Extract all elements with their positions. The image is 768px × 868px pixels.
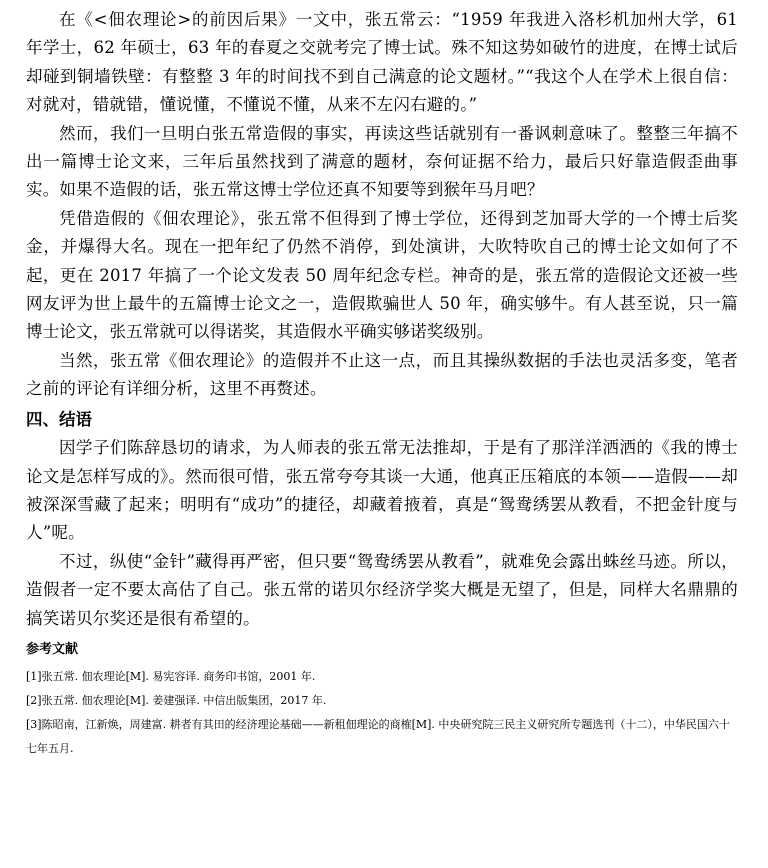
body-paragraph-2: 然而，我们一旦明白张五常造假的事实，再读这些话就别有一番讽刺意味了。整整三年搞不出一篇博士论文来，三年后虽然找到了满意的题材，奈何证据不给力，最后只好靠造假歪曲事实。如果不造假的话，张五常这博士学位还真不知要等到猴年马月吧？ xyxy=(26,123,738,200)
document-page xyxy=(26,6,738,761)
conclusion-paragraph-1: 因学子们陈辞恳切的请求，为人师表的张五常无法推却，于是有了那洋洋洒洒的《我的博士论文是怎样写成的》。然而很可惜，张五常夸夸其谈一大通，他真正压箱底的本领——造假——却被深深雪藏了起来；明明有“成功”的捷径，却藏着掖着，真是“鸳鸯绣罢从教看，不把金针度与人”呢。 xyxy=(26,438,738,543)
body-paragraph-3: 凭借造假的《佃农理论》，张五常不但得到了博士学位，还得到芝加哥大学的一个博士后奖金，并爆得大名。现在一把年纪了仍然不消停，到处演讲，大吹特吹自己的博士论文如何了不起，更在 2017 年搞了一个论文发表 50 周年纪念专栏。神奇的是，张五常的造假论文还被一些网友评为世上最牛的五篇博士论文之一，造假欺骗世人 50 年，确实够牛。有人甚至说，只一篇博士论文，张五常就可以得诺奖，其造假水平确实够诺奖级别。 xyxy=(26,208,738,342)
reference-item-1: [1]张五常. 佃农理论[M]. 易宪容译. 商务印书馆，2001 年. xyxy=(26,669,316,683)
body-paragraph-4: 当然，张五常《佃农理论》的造假并不止这一点，而且其操纵数据的手法也灵活多变，笔者之前的评论有详细分析，这里不再赘述。 xyxy=(26,350,738,399)
section-heading-conclusion: 四、结语 xyxy=(26,409,92,429)
reference-item-2: [2]张五常. 佃农理论[M]. 姜建强译. 中信出版集团，2017 年. xyxy=(26,693,327,707)
body-paragraph-1: 在《<佃农理论>的前因后果》一文中，张五常云：“1959 年我进入洛杉机加州大学，61 年学士，62 年硕士，63 年的春夏之交就考完了博士试。殊不知这势如破竹的进度，在博士试后却碰到铜墙铁壁：有整整 3 年的时间找不到自己满意的论文题材。”“我这个人在学术上很自信：对就对，错就错，懂说懂，不懂说不懂，从来不左闪右避的。” xyxy=(26,10,738,115)
reference-item-3: [3]陈昭南，江新焕，周建富. 耕者有其田的经济理论基础——新租佃理论的商榷[M]. 中央研究院三民主义研究所专题选刊（十二），中华民国六十七年五月. xyxy=(26,717,730,755)
conclusion-paragraph-2: 不过，纵使“金针”藏得再严密，但只要“鸳鸯绣罢从教看”，就难免会露出蛛丝马迹。所以，造假者一定不要太高估了自己。张五常的诺贝尔经济学奖大概是无望了，但是，同样大名鼎鼎的搞笑诺贝尔奖还是很有希望的。 xyxy=(26,551,738,628)
references-heading: 参考文献 xyxy=(26,641,79,657)
